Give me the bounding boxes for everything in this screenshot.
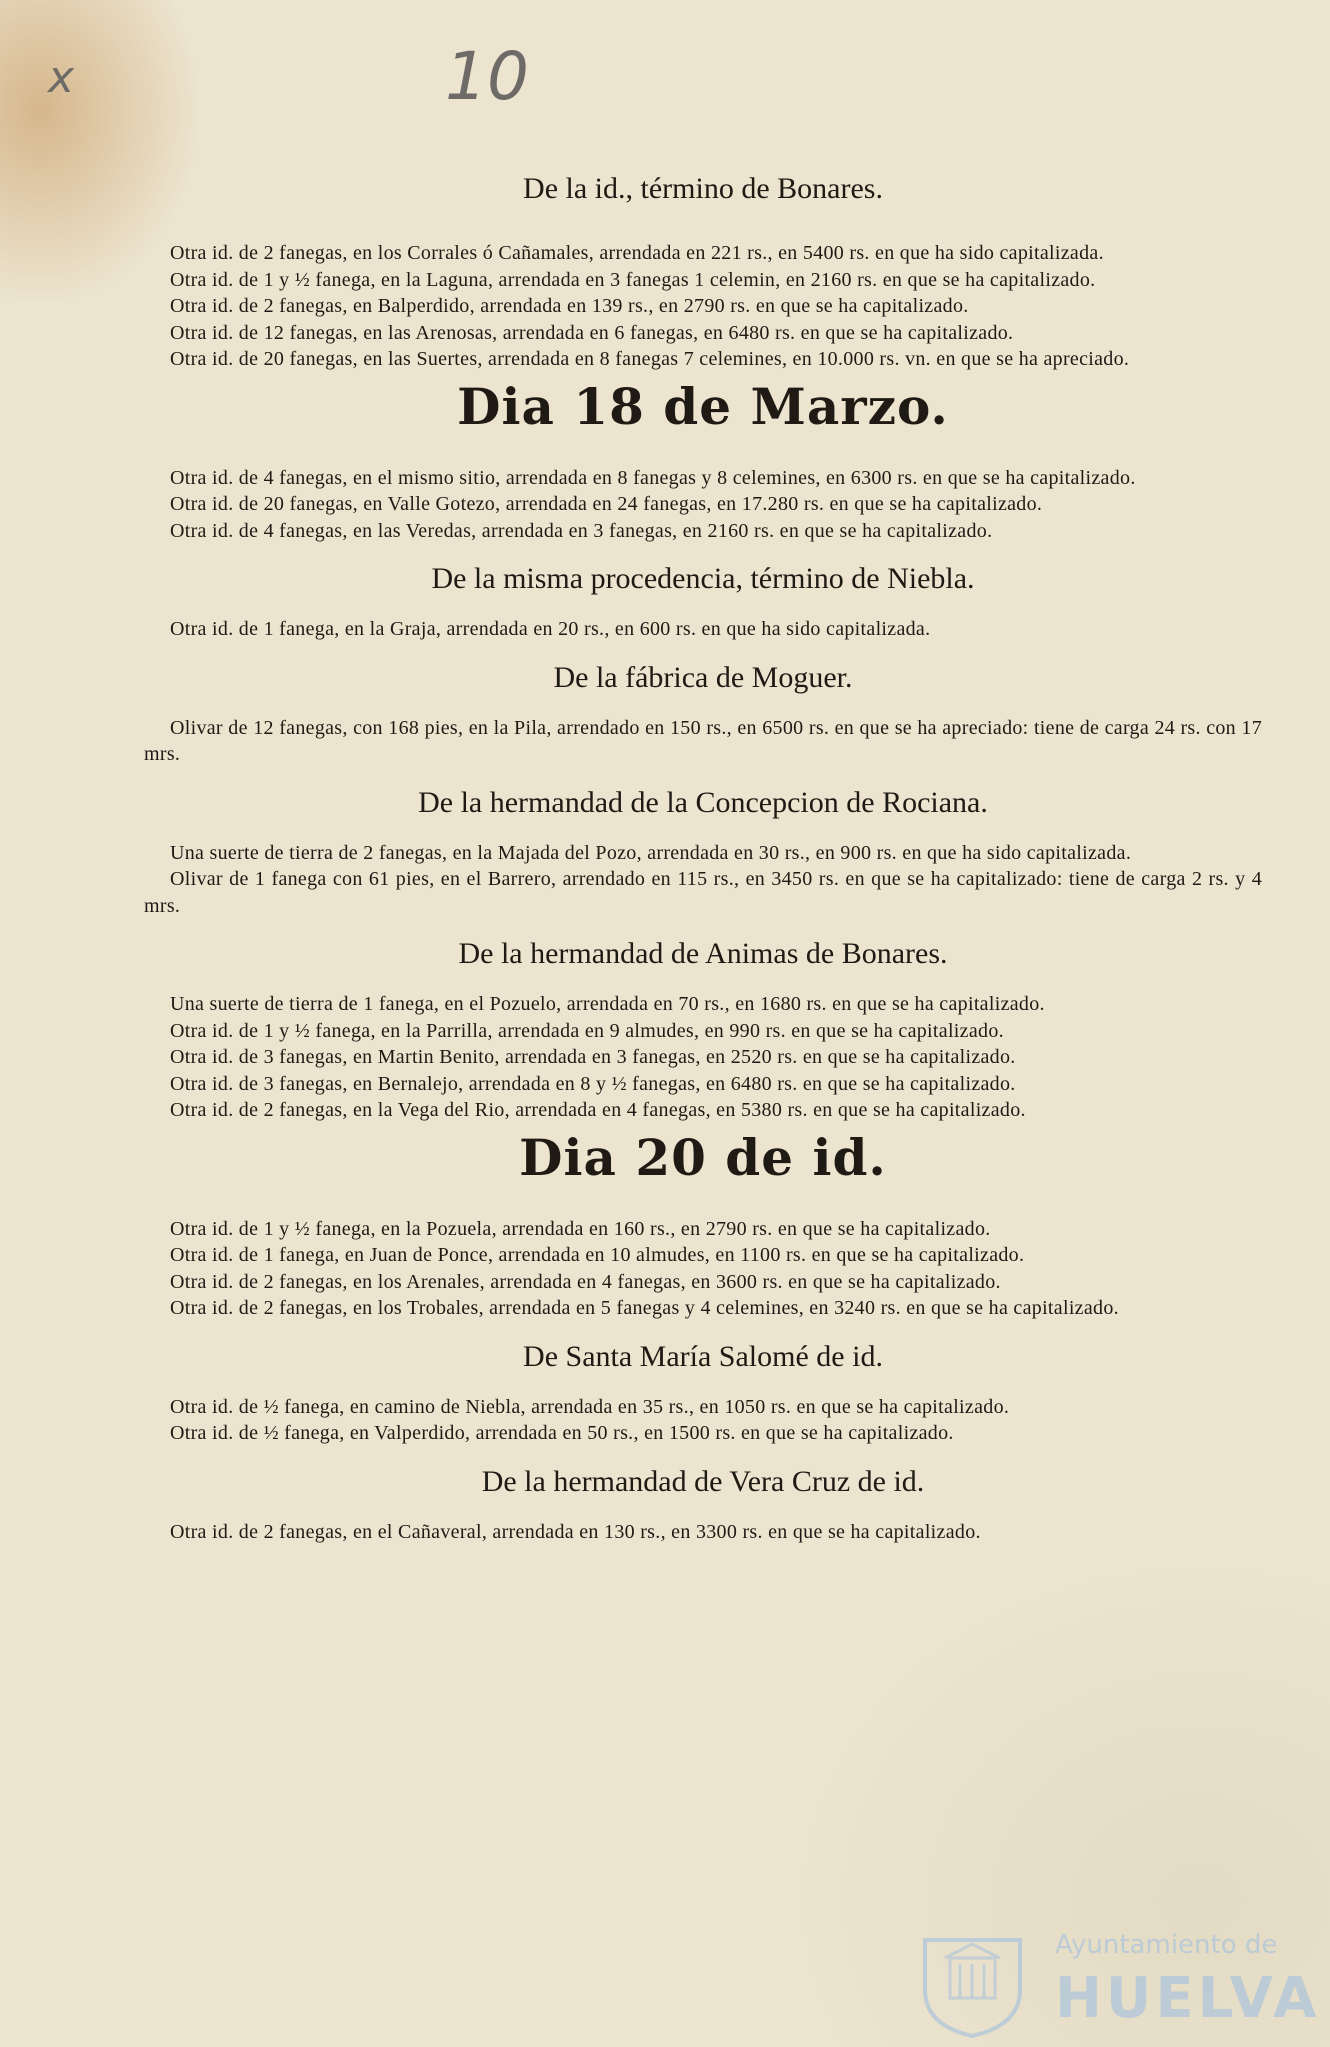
property-entry: Otra id. de 2 fanegas, en los Trobales, arrendada en 5 fanegas y 4 celemines, en 3240 rs. en que se ha capitalizado.	[170, 1297, 1119, 1319]
section	[144, 1340, 1262, 1447]
section	[144, 377, 1262, 545]
section	[144, 1128, 1262, 1322]
property-entry: Otra id. de 3 fanegas, en Martin Benito, arrendada en 3 fanegas, en 2520 rs. en que se ha capitalizado.	[170, 1046, 1016, 1068]
shield-logo-icon	[915, 1930, 1030, 2040]
property-entry: Otra id. de 1 y ½ fanega, en la Parrilla, arrendada en 9 almudes, en 990 rs. en que se ha capitalizado.	[170, 1019, 1004, 1042]
property-entry: Otra id. de 1 fanega, en Juan de Ponce, arrendada en 10 almudes, en 1100 rs. en que se ha capitalizado.	[170, 1244, 1025, 1266]
document-body	[144, 172, 1262, 1545]
property-entry: Otra id. de 20 fanegas, en Valle Gotezo, arrendada en 24 fanegas, en 17.280 rs. en que se ha capitalizado.	[170, 493, 1043, 515]
section-heading: De la fábrica de Moguer.	[553, 660, 853, 694]
property-entry: Otra id. de 1 y ½ fanega, en la Pozuela, arrendada en 160 rs., en 2790 rs. en que se ha capitalizado.	[170, 1217, 991, 1240]
property-entry: Una suerte de tierra de 1 fanega, en el Pozuelo, arrendada en 70 rs., en 1680 rs. en que se ha capitalizado.	[170, 993, 1045, 1015]
handwritten-mark: x	[48, 52, 75, 103]
section	[144, 562, 1262, 643]
property-entry: Olivar de 12 fanegas, con 168 pies, en la Pila, arrendado en 150 rs., en 6500 rs. en que se ha apreciado: tiene de carga 24 rs. con 17 mrs.	[144, 716, 1262, 765]
property-entry: Otra id. de 12 fanegas, en las Arenosas, arrendada en 6 fanegas, en 6480 rs. en que se ha capitalizado.	[170, 321, 1014, 344]
property-entry: Otra id. de 3 fanegas, en Bernalejo, arrendada en 8 y ½ fanegas, en 6480 rs. en que se ha capitalizado.	[170, 1072, 1016, 1095]
property-entry: Otra id. de 1 y ½ fanega, en la Laguna, arrendada en 3 fanegas 1 celemin, en 2160 rs. en que se ha capitalizado.	[170, 268, 1096, 291]
section	[144, 661, 1262, 768]
property-entry: Otra id. de 2 fanegas, en los Arenales, arrendada en 4 fanegas, en 3600 rs. en que se ha capitalizado.	[170, 1270, 1001, 1293]
property-entry: Otra id. de 20 fanegas, en las Suertes, arrendada en 8 fanegas 7 celemines, en 10.000 rs. vn. en que se ha apreciado.	[170, 348, 1130, 370]
section-heading: De Santa María Salomé de id.	[523, 1339, 883, 1373]
property-entry: Otra id. de 1 fanega, en la Graja, arrendada en 20 rs., en 600 rs. en que ha sido capitalizada.	[170, 618, 931, 640]
property-entry: Una suerte de tierra de 2 fanegas, en la Majada del Pozo, arrendada en 30 rs., en 900 rs. en que ha sido capitalizada.	[170, 841, 1132, 864]
section-heading: De la id., término de Bonares.	[523, 172, 883, 205]
property-entry: Otra id. de 2 fanegas, en el Cañaveral, arrendada en 130 rs., en 3300 rs. en que se ha capitalizado.	[170, 1520, 981, 1543]
handwritten-page-number: 10	[445, 38, 529, 115]
property-entry: Otra id. de ½ fanega, en camino de Niebla, arrendada en 35 rs., en 1050 rs. en que se ha capitalizado.	[170, 1395, 1010, 1418]
section-heading: De la hermandad de Vera Cruz de id.	[481, 1464, 925, 1498]
day-heading: Dia 20 de id.	[519, 1127, 887, 1187]
section	[144, 172, 1262, 373]
property-entry: Olivar de 1 fanega con 61 pies, en el Barrero, arrendado en 115 rs., en 3450 rs. en que se ha capitalizado: tiene de carga 2 rs. y 4 mrs.	[144, 868, 1262, 917]
section-heading: De la misma procedencia, término de Niebla.	[431, 562, 975, 595]
property-entry: Otra id. de 2 fanegas, en la Vega del Rio, arrendada en 4 fanegas, en 5380 rs. en que se ha capitalizado.	[170, 1099, 1026, 1121]
section	[144, 1465, 1262, 1546]
section	[144, 786, 1262, 920]
property-entry: Otra id. de 4 fanegas, en el mismo sitio, arrendada en 8 fanegas y 8 celemines, en 6300 rs. en que se ha capitalizado.	[170, 466, 1136, 489]
archive-watermark	[915, 1930, 1321, 2040]
day-heading: Dia 18 de Marzo.	[457, 376, 949, 436]
section-heading: De la hermandad de Animas de Bonares.	[458, 937, 948, 970]
watermark-line-1: Ayuntamiento de	[1055, 1930, 1278, 1960]
section-heading: De la hermandad de la Concepcion de Rociana.	[418, 785, 988, 819]
property-entry: Otra id. de 2 fanegas, en Balperdido, arrendada en 139 rs., en 2790 rs. en que se ha capitalizado.	[170, 295, 969, 317]
property-entry: Otra id. de ½ fanega, en Valperdido, arrendada en 50 rs., en 1500 rs. en que se ha capitalizado.	[170, 1422, 954, 1444]
property-entry: Otra id. de 4 fanegas, en las Veredas, arrendada en 3 fanegas, en 2160 rs. en que se ha capitalizado.	[170, 519, 993, 542]
property-entry: Otra id. de 2 fanegas, en los Corrales ó Cañamales, arrendada en 221 rs., en 5400 rs. en que ha sido capitalizada.	[170, 242, 1104, 264]
section	[144, 937, 1262, 1124]
watermark-line-2: HUELVA	[1055, 1966, 1321, 2031]
